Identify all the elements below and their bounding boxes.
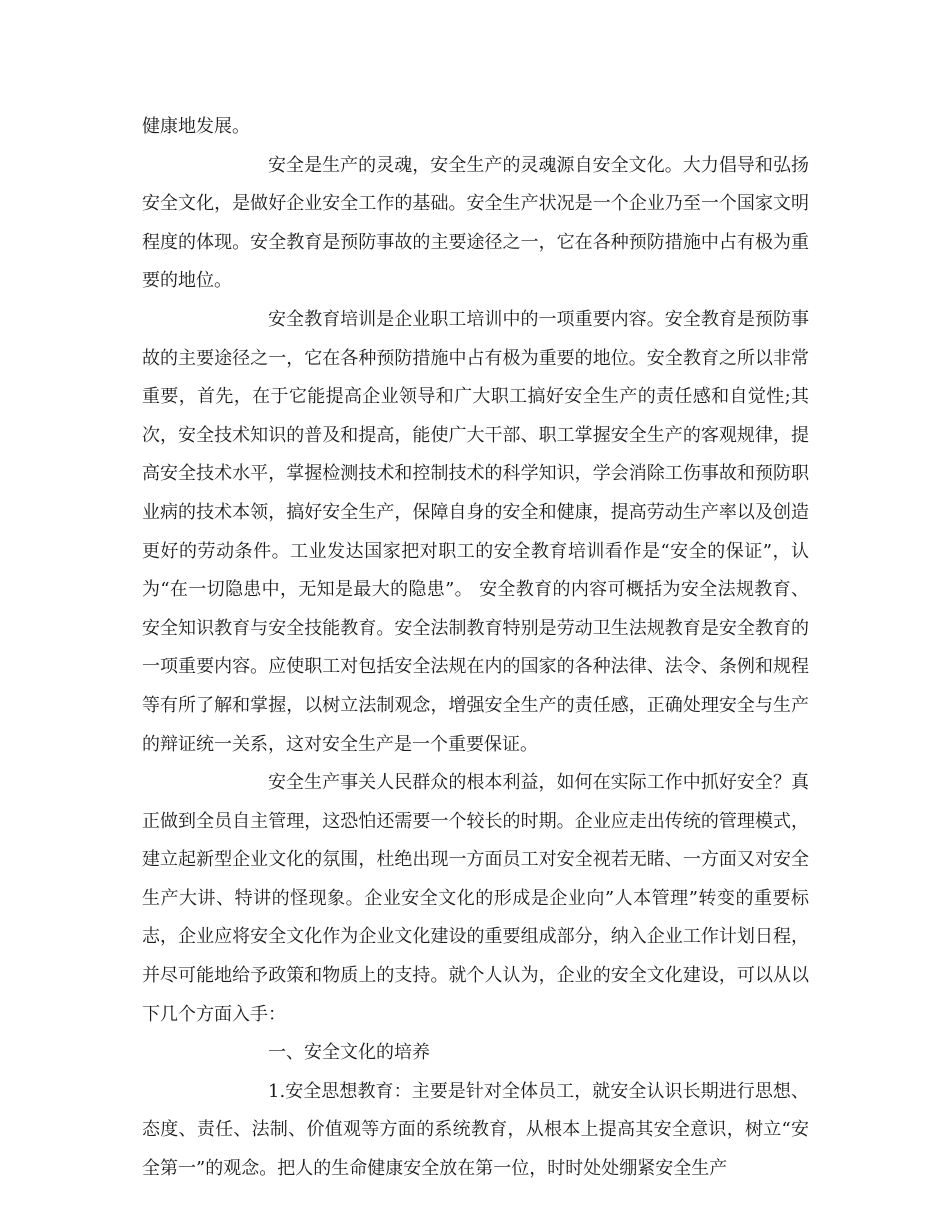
paragraph-continuation: 健康地发展。 <box>142 116 250 137</box>
section-heading: 一、安全文化的培养 <box>268 1042 430 1064</box>
paragraph-safety-production: 安全生产事关人民群众的根本利益，如何在实际工作中抓好安全？真正做到全员自主管理，这恐怕还需要一个较长的时期。企业应走出传统的管理模式，建立起新型企业文化的氛围，杜绝出现一方面员工对安全视若无睹、一方面又对安全生产大讲、特讲的怪现象。企业安全文化的形成是企业向”人本管理”转变的重要标志，企业应将安全文化作为企业文化建设的重要组成部分，纳入企业工作计划日程，并尽可能地给予政策和物质上的支持。就个人认为，企业的安全文化建设，可以从以下几个方面入手： <box>142 772 809 1025</box>
document-body <box>142 108 809 1189</box>
paragraph-safety-education: 安全教育培训是企业职工培训中的一项重要内容。安全教育是预防事故的主要途径之一，它在各种预防措施中占有极为重要的地位。安全教育之所以非常重要，首先，在于它能提高企业领导和广大职工搞好安全生产的责任感和自觉性;其次，安全技术知识的普及和提高，能使广大干部、职工掌握安全生产的客观规律，提高安全技术水平，掌握检测技术和控制技术的科学知识，学会消除工伤事故和预防职业病的技术本领，搞好安全生产，保障自身的安全和健康，提高劳动生产率以及创造更好的劳动条件。工业发达国家把对职工的安全教育培训看作是“安全的保证”，认为“在一切隐患中，无知是最大的隐患”。 安全教育的内容可概括为安全法规教育、安全知识教育与安全技能教育。安全法制教育特别是劳动卫生法规教育是安全教育的一项重要内容。应使职工对包括安全法规在内的国家的各种法律、法令、条例和规程等有所了解和掌握，以树立法制观念，增强安全生产的责任感，正确处理安全与生产的辩证统一关系，这对安全生产是一个重要保证。 <box>142 308 809 755</box>
paragraph-safety-thought-education: 1.安全思想教育：主要是针对全体员工，就安全认识长期进行思想、态度、责任、法制、价值观等方面的系统教育，从根本上提高其安全意识，树立“安全第一”的观念。把人的生命健康安全放在第一位，时时处处绷紧安全生产 <box>142 1080 809 1180</box>
paragraph-safety-culture: 安全是生产的灵魂，安全生产的灵魂源自安全文化。大力倡导和弘扬安全文化，是做好企业安全工作的基础。安全生产状况是一个企业乃至一个国家文明程度的体现。安全教育是预防事故的主要途径之一，它在各种预防措施中占有极为重要的地位。 <box>142 154 809 292</box>
